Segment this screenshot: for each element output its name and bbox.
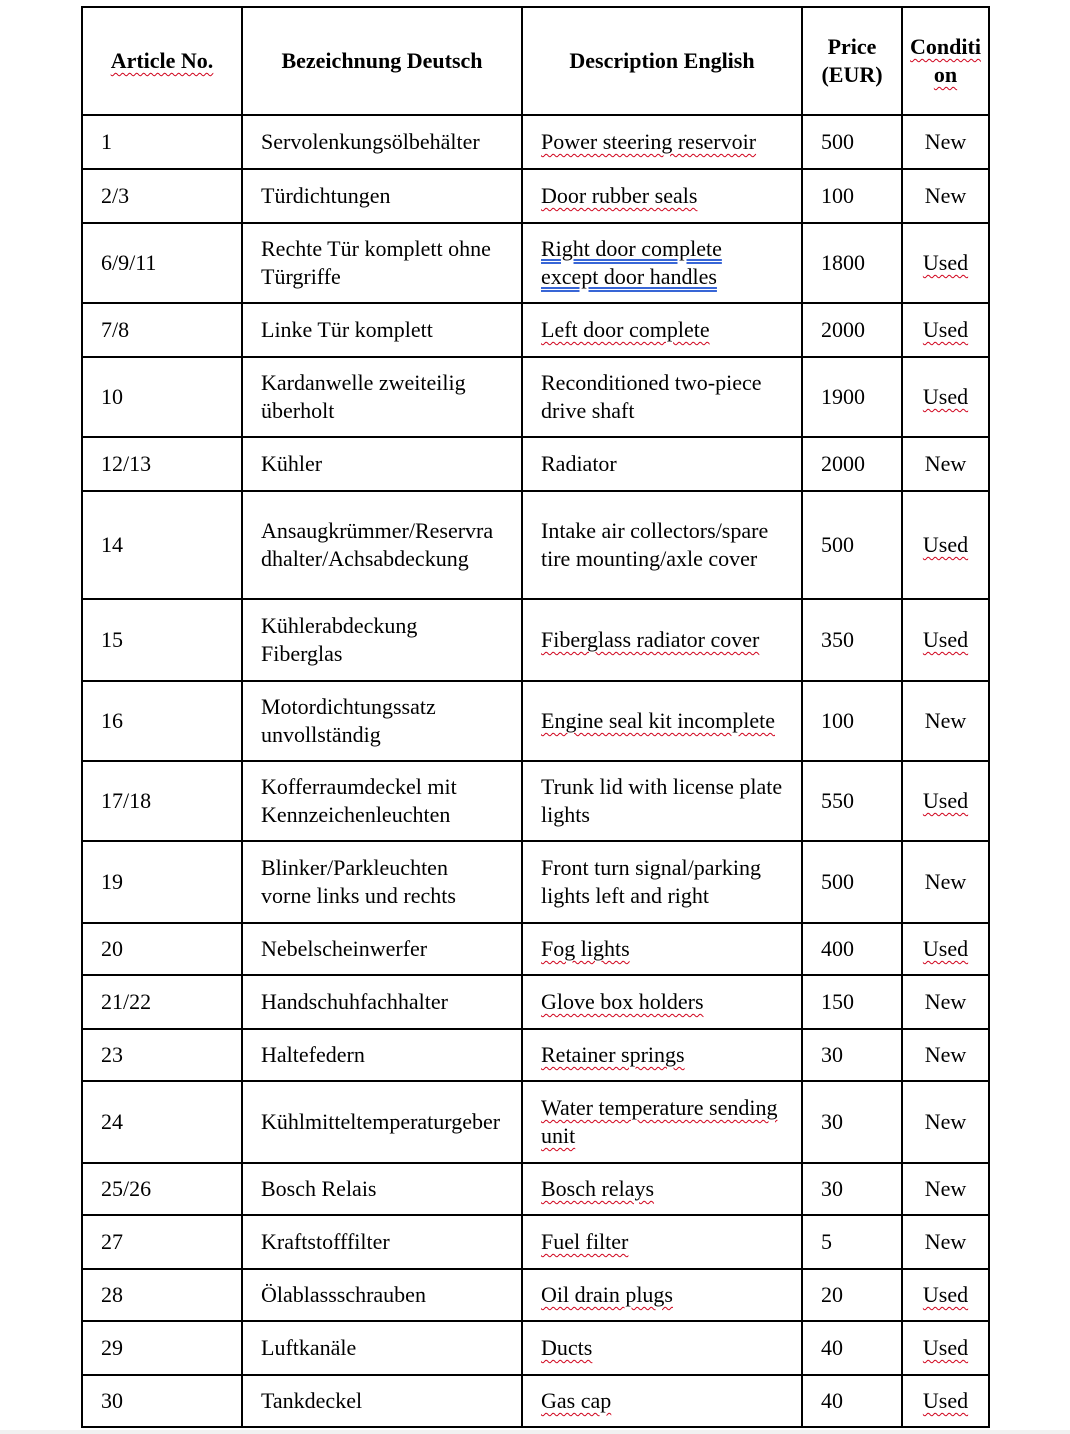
cell-condition: Used (902, 357, 989, 437)
cell-german: Kühlmitteltemperaturgeber (242, 1081, 522, 1163)
table-row (82, 169, 989, 223)
cell-german: Motordichtungssatz unvollständig (242, 681, 522, 761)
page-bottom-edge (0, 1430, 1070, 1434)
cell-german: Kardanwelle zweiteilig überholt (242, 357, 522, 437)
cell-english: Fog lights (522, 923, 802, 975)
cell-article: 20 (82, 923, 242, 975)
cell-condition: New (902, 1029, 989, 1081)
cell-english: Door rubber seals (522, 169, 802, 223)
table-row (82, 841, 989, 923)
cell-article: 1 (82, 115, 242, 169)
cell-price: 40 (802, 1321, 902, 1375)
cell-article: 28 (82, 1269, 242, 1321)
cell-german: Blinker/Parkleuchten vorne links und rechts (242, 841, 522, 923)
table-row (82, 357, 989, 437)
table-row (82, 1163, 989, 1215)
table-row (82, 761, 989, 841)
cell-english: Trunk lid with license plate lights (522, 761, 802, 841)
cell-price: 550 (802, 761, 902, 841)
cell-price: 1800 (802, 223, 902, 303)
cell-article: 29 (82, 1321, 242, 1375)
cell-german: Türdichtungen (242, 169, 522, 223)
cell-english: Radiator (522, 437, 802, 491)
cell-german: Kühler (242, 437, 522, 491)
cell-article: 19 (82, 841, 242, 923)
cell-german: Bosch Relais (242, 1163, 522, 1215)
cell-price: 1900 (802, 357, 902, 437)
cell-price: 30 (802, 1081, 902, 1163)
cell-condition: New (902, 115, 989, 169)
cell-price: 40 (802, 1375, 902, 1427)
cell-german: Kühlerabdeckung Fiberglas (242, 599, 522, 681)
table-row (82, 681, 989, 761)
cell-condition: New (902, 169, 989, 223)
cell-english: Water temperature sending unit (522, 1081, 802, 1163)
header-condition: Condition (902, 7, 989, 115)
cell-article: 30 (82, 1375, 242, 1427)
cell-condition: Used (902, 923, 989, 975)
cell-german: Haltefedern (242, 1029, 522, 1081)
cell-price: 500 (802, 115, 902, 169)
cell-price: 2000 (802, 437, 902, 491)
cell-price: 100 (802, 169, 902, 223)
cell-german: Handschuhfachhalter (242, 975, 522, 1029)
header-price: Price (EUR) (802, 7, 902, 115)
table-row (82, 1029, 989, 1081)
cell-german: Ansaugkrümmer/Reservradhalter/Achsabdeckung (242, 491, 522, 599)
cell-english: Reconditioned two-piece drive shaft (522, 357, 802, 437)
cell-condition: New (902, 841, 989, 923)
cell-german: Kraftstofffilter (242, 1215, 522, 1269)
cell-condition: Used (902, 491, 989, 599)
table-row (82, 491, 989, 599)
header-german: Bezeichnung Deutsch (242, 7, 522, 115)
cell-article: 17/18 (82, 761, 242, 841)
cell-price: 2000 (802, 303, 902, 357)
cell-condition: New (902, 975, 989, 1029)
cell-price: 5 (802, 1215, 902, 1269)
cell-german: Luftkanäle (242, 1321, 522, 1375)
cell-price: 500 (802, 491, 902, 599)
cell-english: Fiberglass radiator cover (522, 599, 802, 681)
cell-english: Ducts (522, 1321, 802, 1375)
table-row (82, 923, 989, 975)
cell-article: 23 (82, 1029, 242, 1081)
cell-english: Bosch relays (522, 1163, 802, 1215)
cell-english: Right door complete except door handles (522, 223, 802, 303)
cell-english: Left door complete (522, 303, 802, 357)
cell-price: 400 (802, 923, 902, 975)
table-row (82, 1321, 989, 1375)
table-row (82, 1269, 989, 1321)
cell-article: 6/9/11 (82, 223, 242, 303)
cell-english: Retainer springs (522, 1029, 802, 1081)
cell-article: 25/26 (82, 1163, 242, 1215)
cell-english: Gas cap (522, 1375, 802, 1427)
cell-condition: New (902, 681, 989, 761)
cell-condition: New (902, 1081, 989, 1163)
cell-condition: Used (902, 599, 989, 681)
cell-english: Oil drain plugs (522, 1269, 802, 1321)
table-row (82, 1081, 989, 1163)
cell-english: Front turn signal/parking lights left and right (522, 841, 802, 923)
header-english: Description English (522, 7, 802, 115)
cell-german: Kofferraumdeckel mit Kennzeichenleuchten (242, 761, 522, 841)
cell-german: Nebelscheinwerfer (242, 923, 522, 975)
cell-condition: Used (902, 303, 989, 357)
cell-german: Tankdeckel (242, 1375, 522, 1427)
cell-price: 100 (802, 681, 902, 761)
cell-english: Engine seal kit incomplete (522, 681, 802, 761)
cell-price: 500 (802, 841, 902, 923)
cell-article: 16 (82, 681, 242, 761)
table-row (82, 1215, 989, 1269)
cell-english: Power steering reservoir (522, 115, 802, 169)
cell-price: 20 (802, 1269, 902, 1321)
cell-article: 14 (82, 491, 242, 599)
cell-german: Ölablassschrauben (242, 1269, 522, 1321)
cell-article: 24 (82, 1081, 242, 1163)
table-row (82, 1375, 989, 1427)
table-row (82, 975, 989, 1029)
cell-price: 350 (802, 599, 902, 681)
parts-table (81, 6, 990, 1428)
cell-german: Rechte Tür komplett ohne Türgriffe (242, 223, 522, 303)
cell-condition: Used (902, 1375, 989, 1427)
cell-condition: Used (902, 223, 989, 303)
cell-article: 7/8 (82, 303, 242, 357)
cell-condition: New (902, 1163, 989, 1215)
table-row (82, 115, 989, 169)
table-row (82, 599, 989, 681)
cell-english: Fuel filter (522, 1215, 802, 1269)
cell-condition: Used (902, 1321, 989, 1375)
cell-article: 21/22 (82, 975, 242, 1029)
header-row (82, 7, 989, 115)
cell-price: 30 (802, 1029, 902, 1081)
cell-english: Intake air collectors/spare tire mounting/axle cover (522, 491, 802, 599)
cell-condition: New (902, 437, 989, 491)
cell-condition: Used (902, 761, 989, 841)
cell-english: Glove box holders (522, 975, 802, 1029)
cell-article: 27 (82, 1215, 242, 1269)
cell-price: 150 (802, 975, 902, 1029)
table-row (82, 437, 989, 491)
cell-german: Linke Tür komplett (242, 303, 522, 357)
cell-condition: Used (902, 1269, 989, 1321)
cell-article: 10 (82, 357, 242, 437)
cell-article: 2/3 (82, 169, 242, 223)
cell-article: 12/13 (82, 437, 242, 491)
table-row (82, 303, 989, 357)
header-article-no: Article No. (82, 7, 242, 115)
cell-german: Servolenkungsölbehälter (242, 115, 522, 169)
cell-price: 30 (802, 1163, 902, 1215)
cell-article: 15 (82, 599, 242, 681)
table-row (82, 223, 989, 303)
cell-condition: New (902, 1215, 989, 1269)
